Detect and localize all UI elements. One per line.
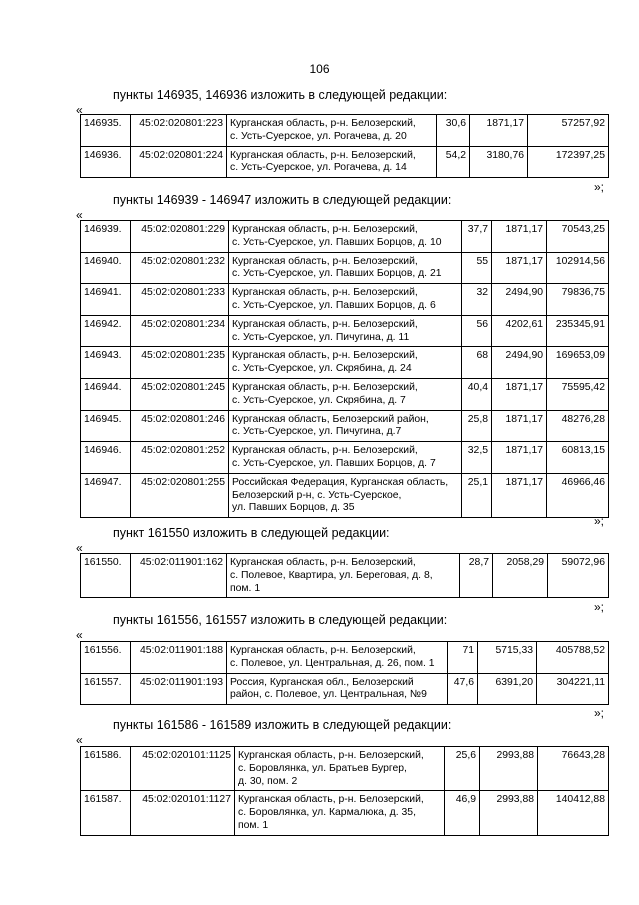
row-number: 146941. (84, 287, 122, 299)
section-table (80, 114, 609, 178)
cadastral-number: 45:02:020801:234 (141, 318, 225, 330)
address-cell (227, 673, 448, 705)
row-number: 161550. (84, 557, 122, 568)
row-number-cell (81, 221, 131, 253)
address: Курганская область, р-н. Белозерский, с. Усть-Суерское, ул. Павших Борцов, д. 7 (232, 445, 436, 469)
rate-value-cell (492, 473, 547, 517)
rate-value: 1871,17 (505, 255, 543, 267)
section-table (80, 553, 609, 598)
cost-value: 140412,88 (555, 794, 605, 806)
row-number: 146945. (84, 413, 122, 425)
area-value: 46,9 (455, 794, 476, 806)
address-cell (227, 554, 460, 598)
area-value-cell (462, 252, 492, 284)
address: Курганская область, р-н. Белозерский, с. Боровлянка, ул. Братьев Бургер, д. 30, пом. 2 (238, 750, 424, 787)
table-row (81, 554, 609, 598)
rate-value: 6391,20 (495, 676, 533, 688)
row-number: 146943. (84, 350, 122, 362)
table-row (81, 284, 609, 316)
address: Курганская область, р-н. Белозерский, с. Усть-Суерское, ул. Павших Борцов, д. 10 (232, 224, 442, 248)
cadastral-number-cell (131, 410, 229, 442)
rate-value-cell (492, 221, 547, 253)
address: Курганская область, р-н. Белозерский, с. Усть-Суерское, ул. Павших Борцов, д. 6 (232, 287, 436, 311)
address-cell (229, 315, 462, 347)
rate-value-cell (492, 252, 547, 284)
area-value: 56 (476, 318, 488, 330)
cadastral-number: 45:02:020801:232 (141, 255, 225, 267)
section-heading: пункт 161550 изложить в следующей редакции: (113, 526, 390, 540)
cost-value: 70543,25 (561, 224, 605, 235)
cadastral-number-cell (131, 252, 229, 284)
row-number-cell (81, 146, 131, 178)
table-row (81, 747, 609, 791)
rate-value: 2494,90 (505, 287, 543, 299)
table-row (81, 347, 609, 379)
cost-value: 59072,96 (561, 557, 605, 568)
cost-value-cell (528, 115, 609, 147)
address: Курганская область, р-н. Белозерский, с. Усть-Суерское, ул. Рогачева, д. 20 (230, 118, 416, 142)
area-value-cell (462, 442, 492, 474)
address-cell (229, 473, 462, 517)
cadastral-number-cell (131, 791, 235, 835)
cost-value: 79836,75 (561, 287, 605, 299)
cost-value-cell (547, 221, 609, 253)
cadastral-number-cell (131, 115, 227, 147)
cadastral-number-cell (131, 673, 227, 705)
row-number: 161587. (84, 794, 122, 806)
section-heading: пункты 146935, 146936 изложить в следующей редакции: (113, 88, 448, 102)
cadastral-number: 45:02:020801:255 (141, 476, 225, 488)
address-cell (229, 378, 462, 410)
cadastral-number: 45:02:011901:193 (139, 676, 223, 688)
row-number-cell (81, 442, 131, 474)
cost-value: 235345,91 (555, 318, 605, 330)
section-table (80, 641, 609, 705)
address-cell (229, 442, 462, 474)
section-heading: пункты 161556, 161557 изложить в следующей редакции: (113, 613, 448, 627)
row-number: 146942. (84, 318, 122, 330)
row-number: 146936. (84, 149, 122, 161)
closing-quote: »; (594, 600, 605, 614)
address-cell (227, 115, 437, 147)
rate-value-cell (480, 747, 538, 791)
row-number-cell (81, 378, 131, 410)
table-row (81, 378, 609, 410)
opening-quote: « (76, 733, 83, 747)
row-number-cell (81, 554, 131, 598)
cadastral-number-cell (131, 747, 235, 791)
address: Курганская область, р-н. Белозерский, с. Полевое, ул. Центральная, д. 26, пом. 1 (230, 645, 435, 669)
rate-value: 2993,88 (496, 750, 534, 761)
rate-value-cell (480, 791, 538, 835)
row-number: 146939. (84, 224, 122, 235)
address: Курганская область, р-н. Белозерский, с. Усть-Суерское, ул. Скрябина, д. 24 (232, 350, 418, 375)
address-cell (229, 410, 462, 442)
rate-value: 2058,29 (506, 557, 544, 568)
area-value-cell (445, 747, 480, 791)
area-value-cell (437, 146, 470, 178)
address: Курганская область, р-н. Белозерский, с. Усть-Суерское, ул. Павших Борцов, д. 21 (232, 255, 442, 280)
cost-value: 405788,52 (555, 645, 605, 656)
cost-value-cell (547, 378, 609, 410)
address: Курганская область, р-н. Белозерский, с. Усть-Суерское, ул. Рогачева, д. 14 (230, 149, 416, 174)
area-value-cell (437, 115, 470, 147)
rate-value: 1871,17 (505, 476, 543, 488)
cost-value: 76643,28 (561, 750, 605, 761)
area-value-cell (462, 284, 492, 316)
area-value: 55 (476, 255, 488, 267)
opening-quote: « (76, 103, 83, 117)
table-row (81, 791, 609, 835)
area-value: 32,5 (467, 445, 488, 457)
cadastral-number-cell (131, 284, 229, 316)
cost-value: 75595,42 (561, 381, 605, 393)
cost-value: 102914,56 (555, 255, 605, 267)
cadastral-number: 45:02:020101:1125 (142, 750, 231, 761)
cost-value-cell (537, 642, 609, 674)
area-value: 54,2 (445, 149, 466, 161)
cadastral-number: 45:02:020801:233 (141, 287, 225, 299)
rate-value-cell (492, 378, 547, 410)
cost-value: 46966,46 (561, 476, 605, 488)
cost-value-cell (548, 554, 609, 598)
address: Россия, Курганская обл., Белозерский район, с. Полевое, ул. Центральная, №9 (230, 676, 427, 701)
row-number-cell (81, 115, 131, 147)
row-number-cell (81, 347, 131, 379)
table-row (81, 442, 609, 474)
cost-value-cell (538, 747, 609, 791)
address: Курганская область, р-н. Белозерский, с. Усть-Суерское, ул. Скрябина, д. 7 (232, 381, 418, 406)
cadastral-number-cell (131, 146, 227, 178)
row-number: 161586. (84, 750, 122, 761)
table-row (81, 315, 609, 347)
cost-value-cell (528, 146, 609, 178)
row-number: 146940. (84, 255, 122, 267)
cadastral-number-cell (131, 221, 229, 253)
cadastral-number: 45:02:020101:1127 (142, 794, 231, 806)
rate-value: 1871,17 (505, 413, 543, 425)
section-heading: пункты 161586 - 161589 изложить в следующей редакции: (113, 718, 452, 732)
closing-quote: »; (594, 706, 605, 720)
area-value-cell (462, 473, 492, 517)
cost-value-cell (537, 673, 609, 705)
rate-value: 1871,17 (505, 445, 543, 457)
page-number: 106 (309, 62, 330, 76)
table-row (81, 473, 609, 517)
table-row (81, 673, 609, 705)
row-number: 146944. (84, 381, 122, 393)
area-value-cell (445, 791, 480, 835)
cadastral-number-cell (131, 347, 229, 379)
area-value: 25,1 (467, 476, 488, 488)
cost-value: 57257,92 (561, 118, 605, 129)
area-value-cell (462, 378, 492, 410)
cost-value: 169653,09 (555, 350, 605, 362)
cost-value-cell (547, 284, 609, 316)
address: Курганская область, Белозерский район, с. Усть-Суерское, ул. Пичугина, д.7 (232, 413, 429, 438)
row-number-cell (81, 791, 131, 835)
cadastral-number-cell (131, 554, 227, 598)
row-number-cell (81, 473, 131, 517)
area-value: 30,6 (445, 118, 466, 129)
area-value-cell (462, 315, 492, 347)
section-table (80, 746, 609, 836)
cadastral-number: 45:02:011901:188 (139, 645, 223, 656)
cadastral-number: 45:02:020801:246 (141, 413, 225, 425)
cost-value: 304221,11 (556, 676, 605, 688)
table-row (81, 642, 609, 674)
section-heading: пункты 146939 - 146947 изложить в следующей редакции: (113, 193, 452, 207)
rate-value-cell (492, 410, 547, 442)
rate-value: 1871,17 (486, 118, 524, 129)
table-row (81, 252, 609, 284)
row-number-cell (81, 673, 131, 705)
opening-quote: « (76, 541, 83, 555)
row-number-cell (81, 642, 131, 674)
address: Курганская область, р-н. Белозерский, с. Полевое, Квартира, ул. Береговая, д. 8, пом. 1 (230, 557, 433, 594)
address-cell (235, 791, 445, 835)
area-value: 68 (476, 350, 488, 362)
cadastral-number: 45:02:020801:224 (139, 149, 223, 161)
address-cell (235, 747, 445, 791)
cadastral-number-cell (131, 642, 227, 674)
rate-value-cell (470, 146, 528, 178)
table-row (81, 410, 609, 442)
area-value: 28,7 (468, 557, 489, 568)
row-number-cell (81, 410, 131, 442)
cost-value-cell (547, 315, 609, 347)
row-number-cell (81, 747, 131, 791)
cost-value-cell (538, 791, 609, 835)
cost-value: 48276,28 (561, 413, 605, 425)
cadastral-number: 45:02:011901:162 (139, 557, 223, 568)
area-value: 25,6 (455, 750, 476, 761)
address: Курганская область, р-н. Белозерский, с. Боровлянка, ул. Кармалюка, д. 35, пом. 1 (238, 794, 424, 831)
cost-value-cell (547, 442, 609, 474)
cadastral-number: 45:02:020801:252 (141, 445, 225, 457)
row-number: 161556. (84, 645, 122, 656)
rate-value-cell (478, 673, 537, 705)
rate-value: 5715,33 (495, 645, 533, 656)
rate-value: 2494,90 (505, 350, 543, 362)
rate-value-cell (493, 554, 548, 598)
cadastral-number-cell (131, 442, 229, 474)
section-table (80, 220, 609, 518)
address: Российская Федерация, Курганская область, Белозерский р-н, с. Усть-Суерское, ул. Павших Борцов, д. 35 (232, 476, 449, 514)
rate-value: 4202,61 (505, 318, 543, 330)
area-value: 71 (462, 645, 474, 656)
rate-value-cell (492, 315, 547, 347)
cadastral-number: 45:02:020801:245 (141, 381, 225, 393)
area-value-cell (460, 554, 493, 598)
address-cell (229, 347, 462, 379)
area-value: 37,7 (467, 224, 488, 235)
cost-value-cell (547, 252, 609, 284)
rate-value-cell (478, 642, 537, 674)
address-cell (229, 221, 462, 253)
address-cell (227, 642, 448, 674)
cadastral-number: 45:02:020801:229 (141, 224, 225, 235)
cost-value-cell (547, 410, 609, 442)
rate-value-cell (492, 347, 547, 379)
cadastral-number-cell (131, 378, 229, 410)
row-number-cell (81, 284, 131, 316)
rate-value: 1871,17 (505, 381, 543, 393)
area-value: 32 (476, 287, 488, 299)
table-row (81, 115, 609, 147)
cadastral-number: 45:02:020801:235 (141, 350, 225, 362)
address: Курганская область, р-н. Белозерский, с. Усть-Суерское, ул. Пичугина, д. 11 (232, 318, 418, 343)
address-cell (229, 252, 462, 284)
closing-quote: »; (594, 514, 605, 528)
row-number-cell (81, 315, 131, 347)
row-number: 146935. (84, 118, 122, 129)
area-value: 40,4 (467, 381, 488, 393)
area-value: 25,8 (467, 413, 488, 425)
rate-value-cell (492, 284, 547, 316)
opening-quote: « (76, 628, 83, 642)
area-value-cell (462, 221, 492, 253)
area-value-cell (448, 642, 478, 674)
address-cell (229, 284, 462, 316)
cost-value: 172397,25 (555, 149, 605, 161)
cadastral-number-cell (131, 315, 229, 347)
cadastral-number: 45:02:020801:223 (139, 118, 223, 129)
row-number-cell (81, 252, 131, 284)
row-number: 161557. (84, 676, 122, 688)
area-value-cell (462, 410, 492, 442)
area-value: 47,6 (453, 676, 474, 688)
opening-quote: « (76, 208, 83, 222)
cost-value-cell (547, 347, 609, 379)
rate-value-cell (492, 442, 547, 474)
table-row (81, 221, 609, 253)
closing-quote: »; (594, 180, 605, 194)
cost-value-cell (547, 473, 609, 517)
rate-value: 1871,17 (505, 224, 543, 235)
rate-value-cell (470, 115, 528, 147)
row-number: 146947. (84, 476, 122, 488)
cost-value: 60813,15 (561, 445, 605, 457)
row-number: 146946. (84, 445, 122, 457)
cadastral-number-cell (131, 473, 229, 517)
address-cell (227, 146, 437, 178)
rate-value: 2993,88 (496, 794, 534, 806)
rate-value: 3180,76 (486, 149, 524, 161)
table-row (81, 146, 609, 178)
area-value-cell (462, 347, 492, 379)
area-value-cell (448, 673, 478, 705)
